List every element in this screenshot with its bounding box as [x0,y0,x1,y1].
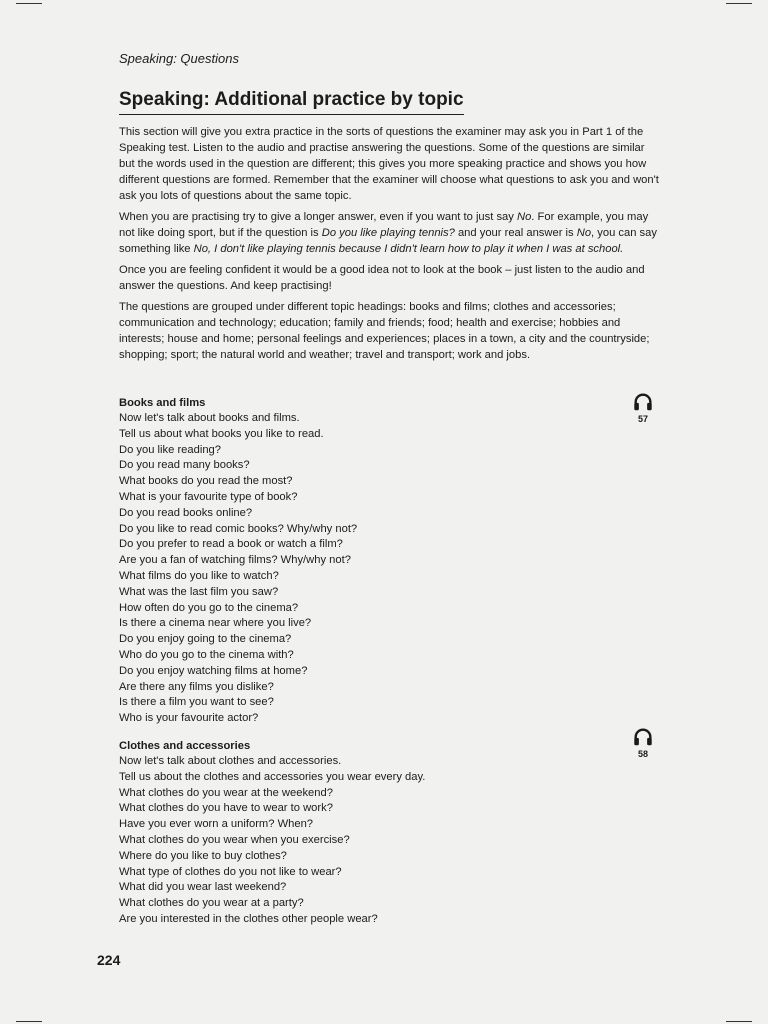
question-item: Do you prefer to read a book or watch a film? [119,538,343,551]
intro-text [119,124,659,368]
running-header: Speaking: Questions [119,51,239,66]
question-item: How often do you go to the cinema? [119,601,299,614]
crop-mark-bottom-left [16,1021,42,1022]
question-item: What clothes do you wear at a party? [119,897,304,910]
page-number: 224 [97,952,121,968]
crop-mark-top-right [726,3,752,4]
intro-paragraph-2: When you are practising try to give a longer answer, even if you want to just say No. For example, you may not like doing sport, but if the question is Do you like playing tennis? and your real answer is No, you can say something like No, I don't like playing tennis because I didn't learn how to play it when I was at school. [119,211,657,255]
question-item: Are you interested in the clothes other people wear? [119,912,378,925]
question-item: What is your favourite type of book? [119,490,298,503]
question-item: Is there a cinema near where you live? [119,617,312,630]
crop-mark-bottom-right [726,1021,752,1022]
question-list [119,754,639,928]
section-heading: Clothes and accessories [119,740,251,752]
question-item: Who is your favourite actor? [119,712,259,725]
question-item: Who do you go to the cinema with? [119,648,294,661]
intro-paragraph-4: The questions are grouped under different topic headings: books and films; clothes and accessories; communication and technology; education; family and friends; food; health and exercise; hobbies and interests; house and home; personal feelings and experiences; places in a town, a city and the countryside; shopping; sport; the natural world and weather; travel and transport; work and jobs. [119,301,650,361]
question-item: Do you enjoy going to the cinema? [119,633,292,646]
question-item: What films do you like to watch? [119,569,279,582]
question-item: Do you like reading? [119,443,221,456]
headphones-icon [632,391,654,413]
section-heading: Books and films [119,397,206,409]
question-item: Tell us about what books you like to read. [119,427,324,440]
question-item: Is there a film you want to see? [119,696,274,709]
question-item: What clothes do you wear when you exercise? [119,833,350,846]
crop-mark-top-left [16,3,42,4]
track-number: 58 [637,749,648,759]
section-clothes-and-accessories [119,738,639,928]
audio-track-57[interactable] [628,391,658,424]
question-item: Do you read books online? [119,506,253,519]
question-item: Now let's talk about books and films. [119,412,300,424]
question-item: What books do you read the most? [119,475,293,488]
question-item: Where do you like to buy clothes? [119,849,287,862]
question-item: Do you read many books? [119,459,250,472]
intro-paragraph-1: This section will give you extra practice in the sorts of questions the examiner may ask you in Part 1 of the Speaking test. Listen to the audio and practise answering the questions. Some of the questions are similar but the words used in the question are different; this gives you more speaking practice and shows you how different questions are formed. Remember that the examiner will choose what questions to ask you and won't ask you lots of questions about the same topic. [119,126,659,202]
question-item: What was the last film you saw? [119,585,279,598]
page-title: Speaking: Additional practice by topic [119,89,464,115]
question-item: Do you enjoy watching films at home? [119,664,308,677]
headphones-icon [632,726,654,748]
section-books-and-films [119,395,639,727]
question-item: Do you like to read comic books? Why/why not? [119,522,358,535]
question-item: Are you a fan of watching films? Why/why not? [119,554,351,567]
question-item: What type of clothes do you not like to wear? [119,865,342,878]
intro-paragraph-3: Once you are feeling confident it would be a good idea not to look at the book – just listen to the audio and answer the questions. And keep practising! [119,264,645,292]
track-number: 57 [637,414,648,424]
question-item: Have you ever worn a uniform? When? [119,818,314,831]
question-item: Tell us about the clothes and accessories you wear every day. [119,770,426,783]
audio-track-58[interactable] [628,726,658,759]
question-item: What clothes do you wear at the weekend? [119,786,333,799]
question-list [119,411,639,727]
question-item: What clothes do you have to wear to work? [119,802,333,815]
question-item: Now let's talk about clothes and accessories. [119,755,342,767]
question-item: What did you wear last weekend? [119,881,287,894]
question-item: Are there any films you dislike? [119,680,274,693]
